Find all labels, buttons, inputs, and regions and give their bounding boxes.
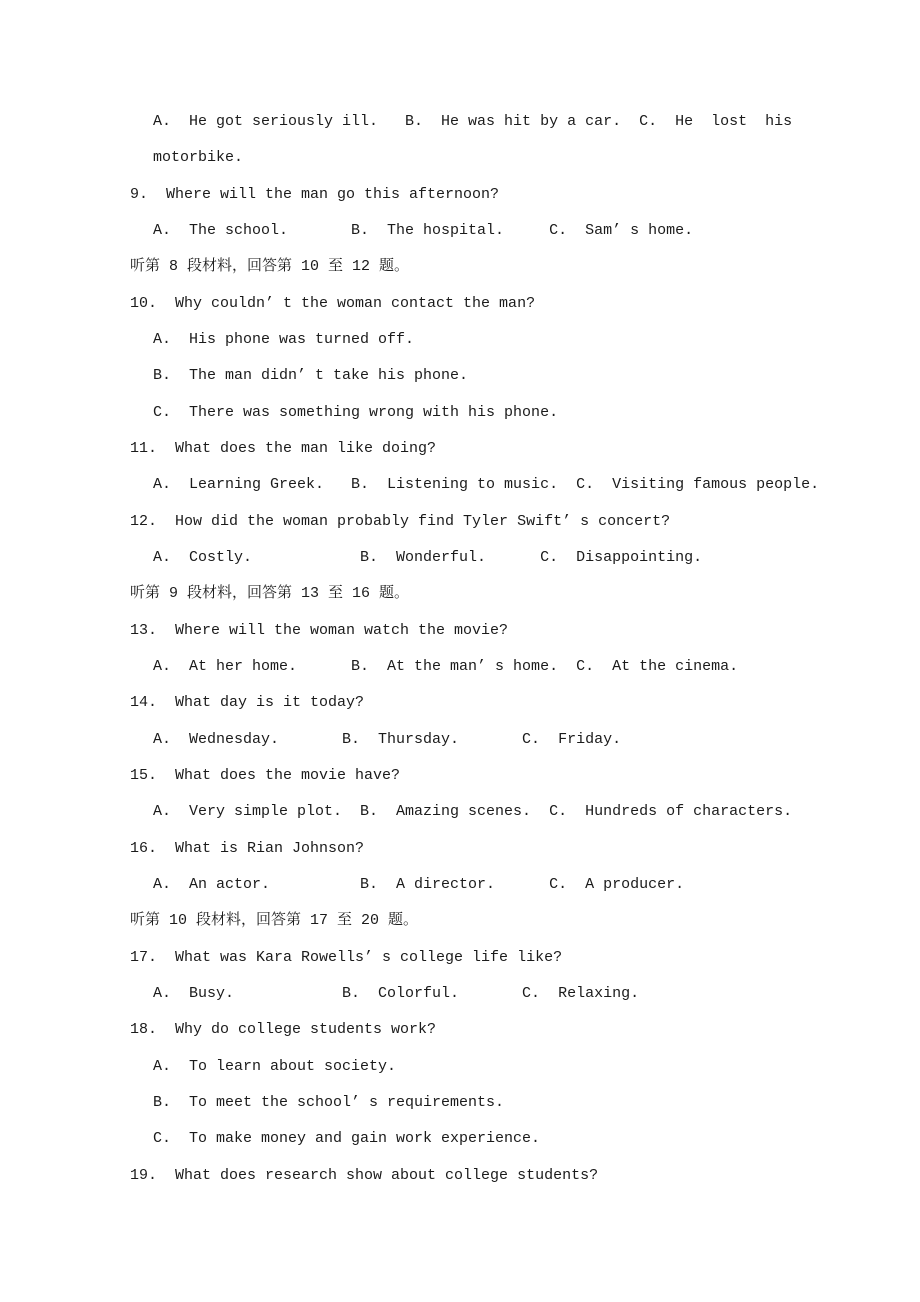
option-line: A. An actor. B. A director. C. A producer. [153,875,685,893]
question-line: 14. What day is it today? [130,694,365,712]
option-line: A. Learning Greek. B. Listening to music. C. Visiting famous people. [153,476,820,494]
option-line: A. His phone was turned off. [153,330,415,348]
question-line: 9. Where will the man go this afternoon? [130,185,500,203]
question-line: 18. Why do college students work? [130,1021,437,1039]
option-line: A. To learn about society. [153,1057,397,1075]
option-line: A. Costly. B. Wonderful. C. Disappointing. [153,548,703,566]
option-line: A. Very simple plot. B. Amazing scenes. C. Hundreds of characters. [153,803,793,821]
question-line: 10. Why couldn’ t the woman contact the man? [130,294,536,312]
option-line: B. To meet the school’ s requirements. [153,1093,505,1111]
question-line: 11. What does the man like doing? [130,439,437,457]
question-line: 16. What is Rian Johnson? [130,839,365,857]
option-line: B. The man didn’ t take his phone. [153,367,469,385]
option-line: A. He got seriously ill. B. He was hit by a car. C. He lost his [153,113,793,130]
section-header-line: 听第 8 段材料，回答第 10 至 12 题。 [130,258,410,276]
option-line: A. The school. B. The hospital. C. Sam’ s home. [153,221,694,239]
question-line: 15. What does the movie have? [130,766,401,784]
question-line: 13. Where will the woman watch the movie? [130,621,509,639]
option-line: A. Busy. B. Colorful. C. Relaxing. [153,984,640,1002]
question-line: 17. What was Kara Rowells’ s college life like? [130,948,563,966]
question-line: 12. How did the woman probably find Tyler Swift’ s concert? [130,512,671,530]
option-line: C. There was something wrong with his phone. [153,403,559,421]
section-header-line: 听第 9 段材料，回答第 13 至 16 题。 [130,585,410,603]
option-line: C. To make money and gain work experience. [153,1130,541,1148]
option-line: A. At her home. B. At the man’ s home. C. At the cinema. [153,657,739,675]
exam-text-body [0,104,920,1194]
option-line: A. Wednesday. B. Thursday. C. Friday. [153,730,622,748]
question-line: 19. What does research show about college students? [130,1166,599,1184]
section-header-line: 听第 10 段材料，回答第 17 至 20 题。 [130,912,419,930]
option-line: motorbike. [153,149,244,167]
